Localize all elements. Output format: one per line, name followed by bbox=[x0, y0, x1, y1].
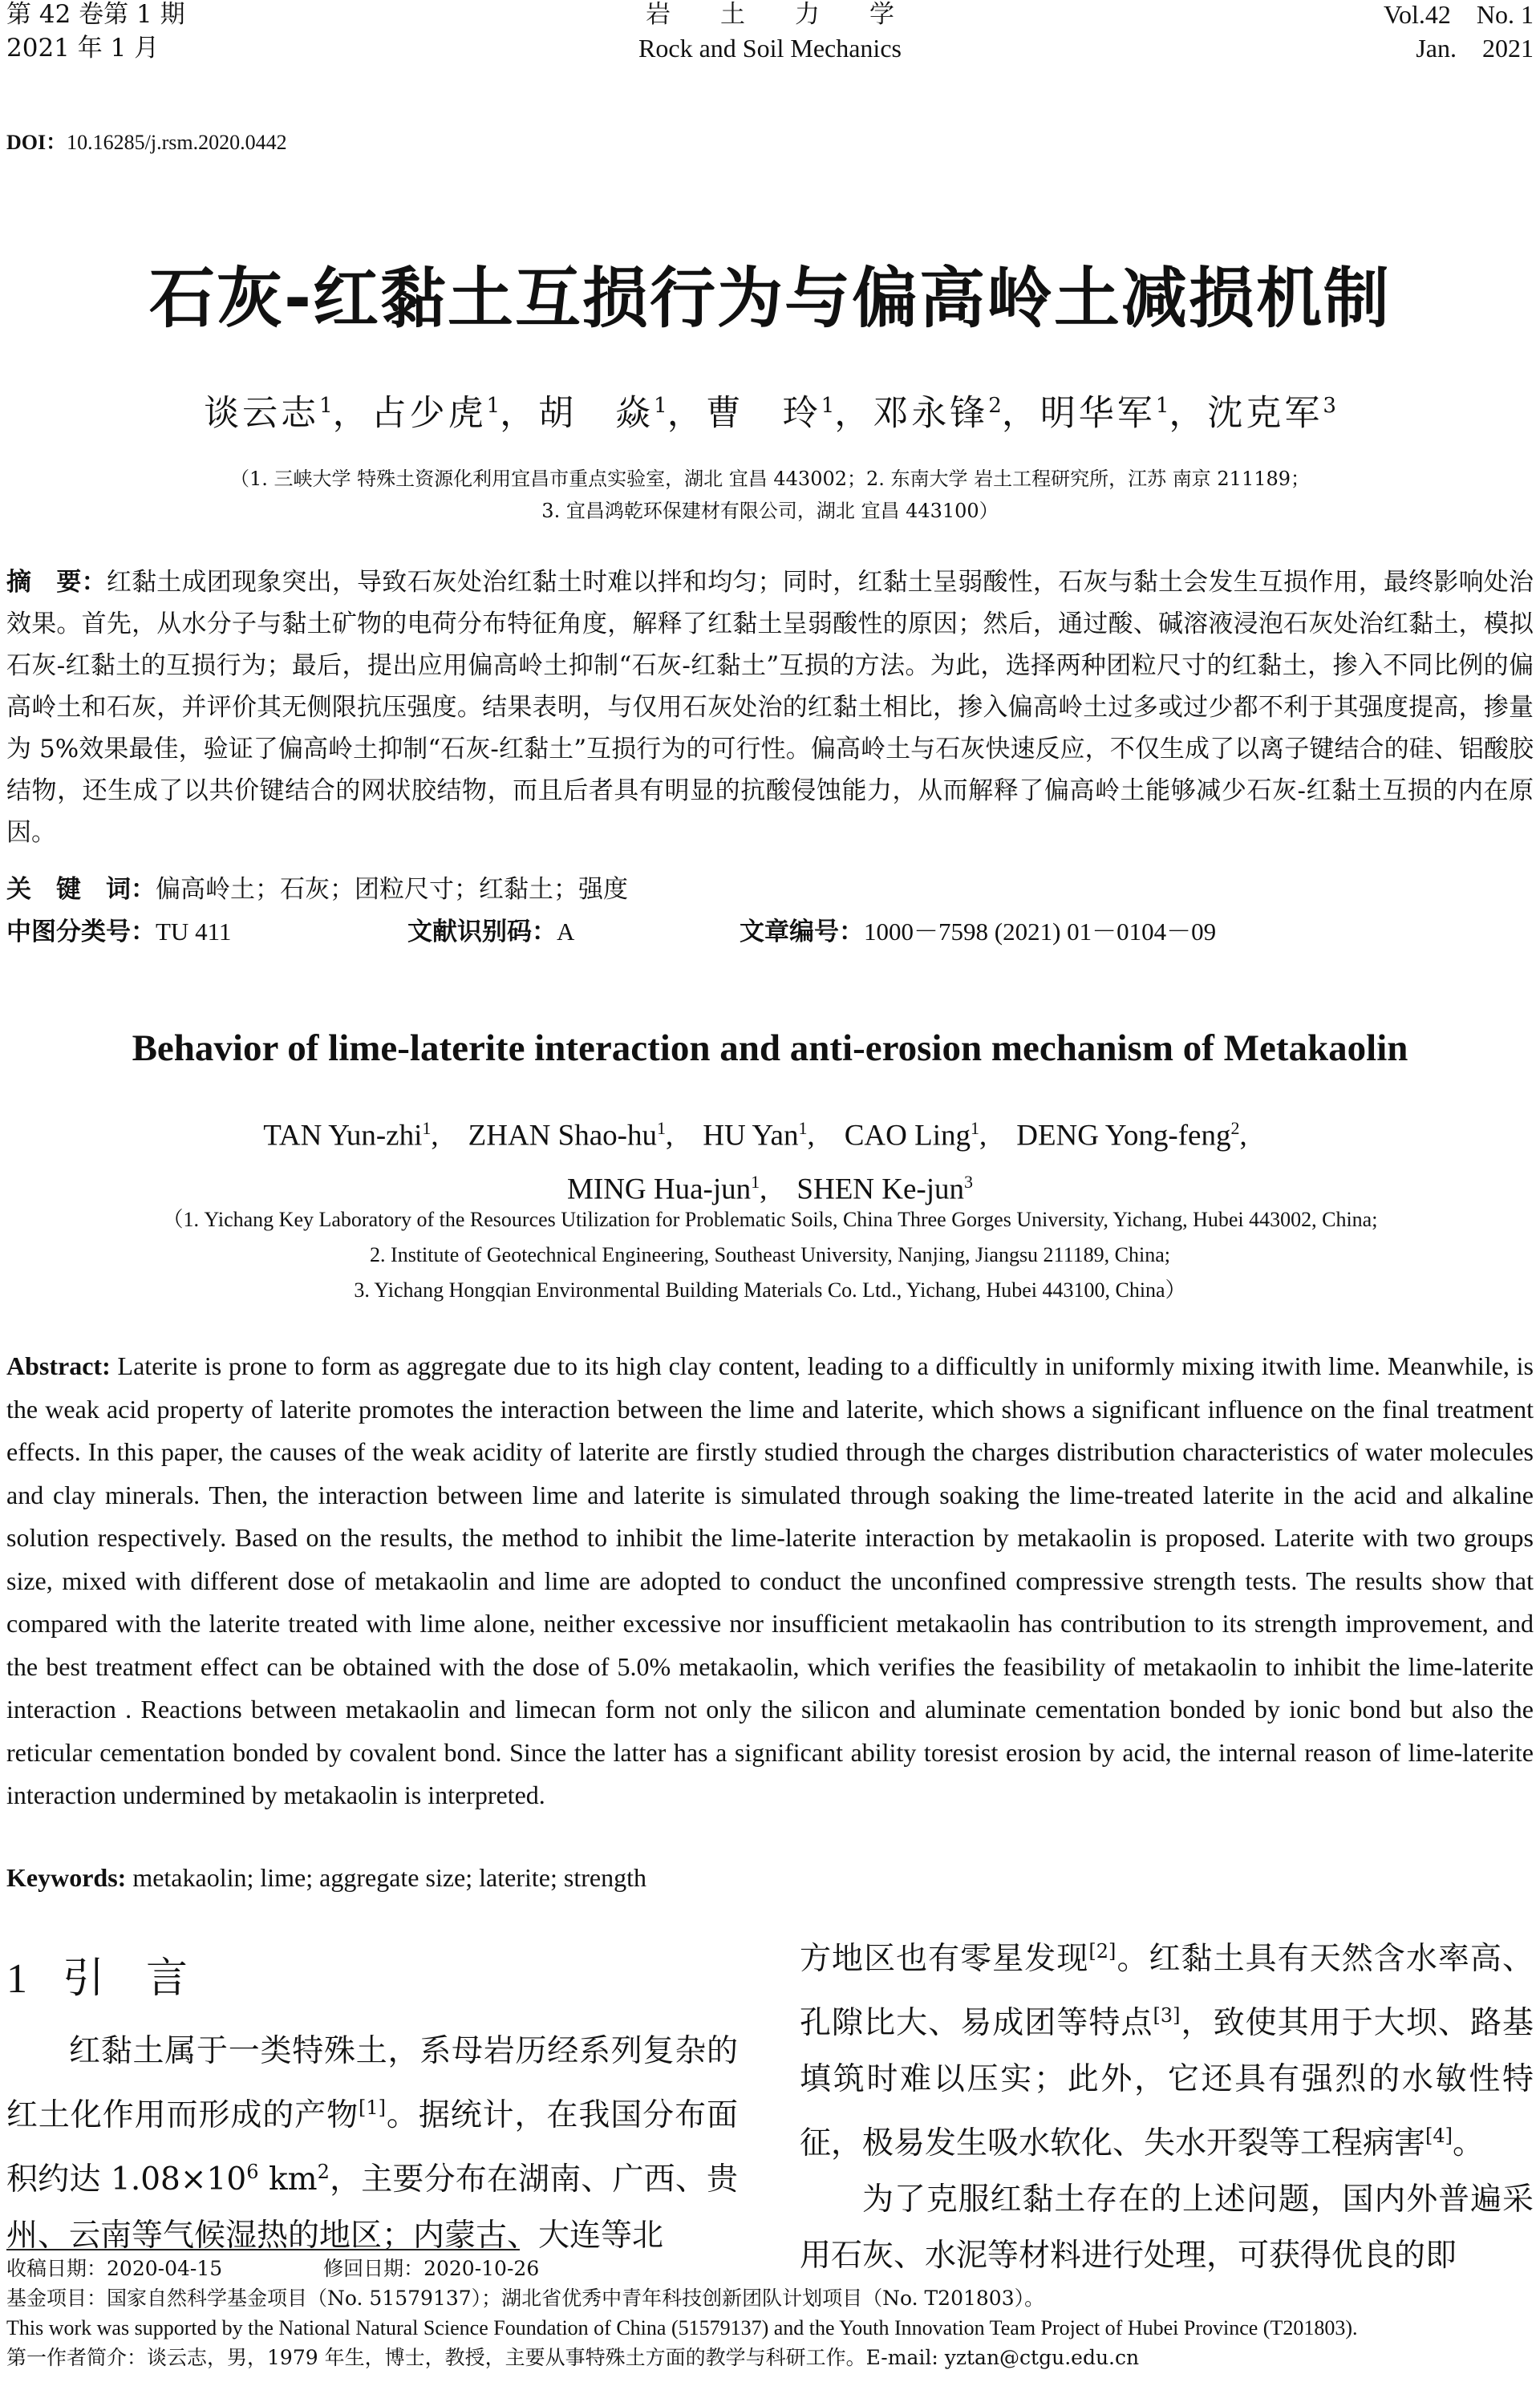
body-paragraph bbox=[800, 1923, 1534, 2172]
author-name: 曹 玲 bbox=[705, 392, 821, 434]
keywords-en-text: metakaolin; lime; aggregate size; laterite; strength bbox=[126, 1863, 646, 1892]
affiliations-en bbox=[0, 1202, 1540, 1308]
body-text: 红黏土属于一类特殊土，系母岩历经系列复杂的红土化作用而形成的产物 bbox=[6, 2033, 738, 2133]
abstract-en bbox=[6, 1345, 1534, 1817]
author-affiliation-mark: 1 bbox=[751, 1172, 760, 1193]
section-title: 引 言 bbox=[63, 1955, 188, 2003]
keywords-cn bbox=[6, 869, 628, 910]
body-text: ，致使其用于大坝、路基填筑时难以压实；此外，它还具有强烈的水敏性特征，极易发生吸水软化、失水开裂等工程病害 bbox=[800, 2005, 1534, 2161]
doc-value: A bbox=[557, 918, 575, 946]
author-affiliation-mark: 1 bbox=[1155, 394, 1169, 418]
keywords-cn-label: 关 键 词： bbox=[6, 875, 156, 904]
citation-link[interactable]: [2] bbox=[1088, 1940, 1116, 1963]
clc-code bbox=[6, 911, 231, 953]
affiliation-en-line: （1. Yichang Key Laboratory of the Resources Utilization for Problematic Soils, China Three Gorges University, Yichang, Hubei 443002, China; bbox=[162, 1208, 1378, 1231]
body-paragraph: 为了克服红黏土存在的上述问题，国内外普遍采用石灰、水泥等材料进行处理，可获得优良的即 bbox=[800, 2181, 1534, 2274]
footnote-dates bbox=[6, 2254, 1534, 2283]
paper-title-en: Behavior of lime-laterite interaction and anti-erosion mechanism of Metakaolin bbox=[132, 1027, 1408, 1069]
author-name: SHEN Ke-jun bbox=[796, 1173, 965, 1206]
doc-code bbox=[407, 911, 574, 953]
body-column-right bbox=[800, 1923, 1534, 2284]
author-separator: , bbox=[807, 1119, 845, 1152]
abstract-en-text: Laterite is prone to form as aggregate due to its high clay content, leading to a difficultly in uniformly mixing itwith lime. Meanwhile, is the weak acid property of laterite promotes the interaction between the lime and laterite, which shows a significant influence on the final treatment effects. In this paper, the causes of the weak acidity of laterite are firstly studied through the charges distribution characteristics of water molecules and clay minerals. Then, the interaction between lime and laterite is simulated through soaking the lime-treated laterite in the acid and alkaline solution respectively. Based on the results, the method to inhibit the lime-laterite interaction by metakaolin is proposed. Laterite with two groups size, mixed with different dose of metakaolin and lime are adopted to conduct the unconfined compressive strength tests. The results show that compared with the laterite treated with lime alone, neither excessive nor insufficient metakaolin has contribution to its strength improvement, and the best treatment effect can be obtained with the dose of 5.0% metakaolin, which verifies the feasibility of metakaolin to inhibit the lime-laterite interaction . Reactions between metakaolin and limecan form not only the silicon and aluminate cementation bonded by ionic bond but also the reticular cementation bonded by covalent bond. Since the latter has a significant ability toresist erosion by acid, the internal reason of lime-laterite interaction undermined by metakaolin is interpreted. bbox=[6, 1351, 1534, 1809]
author-affiliation-mark: 1 bbox=[821, 394, 835, 418]
footnote-author-bio: 第一作者简介：谈云志，男，1979 年生，博士，教授，主要从事特殊土方面的教学与科研工作。E-mail: yztan@ctgu.edu.cn bbox=[6, 2346, 1140, 2369]
article-label: 文章编号： bbox=[740, 918, 864, 946]
author-name: 明华军 bbox=[1040, 392, 1156, 434]
article-value: 1000－7598 (2021) 01－0104－09 bbox=[864, 918, 1217, 946]
affiliation-en-line: 2. Institute of Geotechnical Engineering, Southeast University, Nanjing, Jiangsu 211189, China; bbox=[370, 1243, 1170, 1266]
author-separator: , bbox=[665, 1119, 703, 1152]
author-separator: ， bbox=[1001, 392, 1040, 434]
journal-date-en: Jan. 2021 bbox=[1416, 34, 1534, 63]
section-heading bbox=[6, 1951, 188, 2007]
author-separator: ， bbox=[1169, 392, 1208, 434]
author-name: HU Yan bbox=[703, 1119, 799, 1152]
article-number bbox=[740, 911, 1216, 953]
author-name: CAO Ling bbox=[844, 1119, 971, 1152]
paper-title-cn: 石灰-红黏土互损行为与偏高岭土减损机制 bbox=[148, 261, 1392, 337]
authors-en-line bbox=[0, 1105, 1540, 1159]
author-affiliation-mark: 1 bbox=[422, 1118, 432, 1138]
superscript: 6 bbox=[246, 2161, 259, 2183]
author-name: 邓永锋 bbox=[873, 392, 989, 434]
author-affiliation-mark: 1 bbox=[486, 394, 500, 418]
author-affiliation-mark: 1 bbox=[970, 1118, 979, 1138]
author-name: ZHAN Shao-hu bbox=[468, 1119, 657, 1152]
author-affiliation-mark: 1 bbox=[319, 394, 333, 418]
author-separator: , bbox=[431, 1119, 468, 1152]
clc-label: 中图分类号： bbox=[6, 918, 156, 946]
doi-link[interactable]: 10.16285/j.rsm.2020.0442 bbox=[67, 131, 287, 154]
author-affiliation-mark: 3 bbox=[1323, 394, 1336, 418]
author-separator: ， bbox=[834, 392, 873, 434]
author-separator: ， bbox=[667, 392, 706, 434]
author-affiliation-mark: 2 bbox=[988, 394, 1002, 418]
body-text: km bbox=[258, 2161, 318, 2198]
footnotes bbox=[6, 2254, 1534, 2372]
journal-volume-cn: 第 42 卷第 1 期 bbox=[6, 0, 185, 29]
affiliation-en-line: 3. Yichang Hongqian Environmental Building Materials Co. Ltd., Yichang, Hubei 443100, China） bbox=[354, 1278, 1186, 1302]
keywords-en-label: Keywords: bbox=[6, 1863, 127, 1892]
received-date: 2020-04-15 bbox=[107, 2257, 223, 2280]
keywords-cn-text: 偏高岭土；石灰；团粒尺寸；红黏土；强度 bbox=[156, 875, 628, 904]
author-affiliation-mark: 1 bbox=[654, 394, 667, 418]
affiliation-cn-line: （1. 三峡大学 特殊土资源化利用宜昌市重点实验室，湖北 宜昌 443002；2. 东南大学 岩土工程研究所，江苏 南京 211189； bbox=[229, 468, 1311, 490]
author-affiliation-mark: 3 bbox=[964, 1172, 974, 1193]
body-text: 。据统计，在我国分布面积约达 1.08×10 bbox=[6, 2097, 738, 2198]
citation-link[interactable]: [1] bbox=[359, 2096, 386, 2119]
author-name: 占少虎 bbox=[371, 392, 487, 434]
author-name: TAN Yun-zhi bbox=[263, 1119, 423, 1152]
keywords-en bbox=[6, 1857, 646, 1899]
abstract-cn-label: 摘 要： bbox=[6, 568, 107, 597]
author-affiliation-mark: 2 bbox=[1230, 1118, 1240, 1138]
journal-volume-en: Vol.42 No. 1 bbox=[1384, 0, 1534, 29]
author-separator: , bbox=[1239, 1119, 1277, 1152]
author-separator: , bbox=[979, 1119, 1017, 1152]
journal-date-cn: 2021 年 1 月 bbox=[6, 34, 160, 63]
body-text: 。红黏土具有天然含水率高、孔隙比大、易成团等特点 bbox=[800, 1941, 1534, 2041]
body-text: ，主要分布在湖南、广西、贵州、云南等气候湿热的地区；内蒙古、大连等北 bbox=[6, 2161, 738, 2254]
journal-name-en: Rock and Soil Mechanics bbox=[638, 34, 902, 63]
author-name: 谈云志 bbox=[204, 392, 320, 434]
received-label: 收稿日期： bbox=[6, 2257, 107, 2280]
author-name: MING Hua-jun bbox=[566, 1173, 752, 1206]
author-name: 沈克军 bbox=[1207, 392, 1323, 434]
author-name: DENG Yong-feng bbox=[1016, 1119, 1231, 1152]
superscript: 2 bbox=[317, 2161, 330, 2183]
footnote-divider bbox=[6, 2249, 520, 2250]
author-separator: , bbox=[760, 1173, 797, 1206]
body-text: 。 bbox=[1453, 2125, 1485, 2161]
abstract-cn-text: 红黏土成团现象突出，导致石灰处治红黏土时难以拌和均匀；同时，红黏土呈弱酸性，石灰与黏土会发生互损作用，最终影响处治效果。首先，从水分子与黏土矿物的电荷分布特征角度，解释了红黏土呈弱酸性的原因；然后，通过酸、碱溶液浸泡石灰处治红黏土，模拟石灰-红黏土的互损行为；最后，提出应用偏高岭土抑制“石灰-红黏土”互损的方法。为此，选择两种团粒尺寸的红黏土，掺入不同比例的偏高岭土和石灰，并评价其无侧限抗压强度。结果表明，与仅用石灰处治的红黏土相比，掺入偏高岭土过多或过少都不利于其强度提高，掺量为 5%效果最佳，验证了偏高岭土抑制“石灰-红黏土”互损行为的可行性。偏高岭土与石灰快速反应，不仅生成了以离子键结合的硅、铝酸胶结物，还生成了以共价键结合的网状胶结物，而且后者具有明显的抗酸侵蚀能力，从而解释了偏高岭土能够减少石灰-红黏土互损的内在原因。 bbox=[6, 568, 1534, 847]
journal-name-cn: 岩 土 力 学 bbox=[646, 0, 894, 29]
revised-label: 修回日期： bbox=[323, 2257, 424, 2280]
author-separator: ， bbox=[500, 392, 539, 434]
body-text: 方地区也有零星发现 bbox=[800, 1941, 1089, 1977]
footnote-fund: 基金项目：国家自然科学基金项目（No. 51579137）；湖北省优秀中青年科技创新团队计划项目（No. T201803）。 bbox=[6, 2287, 1045, 2310]
citation-link[interactable]: [3] bbox=[1153, 2004, 1181, 2027]
author-separator: ， bbox=[332, 392, 371, 434]
footnote-fund-en: This work was supported by the National Natural Science Foundation of China (51579137) and the Youth Innovation Team Project of Hubei Province (T201803). bbox=[6, 2316, 1358, 2339]
body-paragraph bbox=[6, 2023, 738, 2264]
affiliations-cn bbox=[0, 463, 1540, 527]
author-affiliation-mark: 1 bbox=[798, 1118, 808, 1138]
doi-label: DOI： bbox=[6, 131, 67, 154]
affiliation-cn-line: 3. 宜昌鸿乾环保建材有限公司，湖北 宜昌 443100） bbox=[541, 500, 999, 522]
citation-link[interactable]: [4] bbox=[1425, 2125, 1453, 2147]
authors-cn bbox=[0, 382, 1540, 438]
doc-label: 文献识别码： bbox=[407, 918, 557, 946]
abstract-cn bbox=[6, 561, 1534, 853]
revised-date: 2020-10-26 bbox=[424, 2257, 540, 2280]
abstract-en-label: Abstract: bbox=[6, 1351, 111, 1380]
clc-value: TU 411 bbox=[156, 918, 232, 946]
author-affiliation-mark: 1 bbox=[656, 1118, 666, 1138]
body-column-left bbox=[6, 2023, 738, 2264]
authors-en bbox=[0, 1105, 1540, 1213]
author-name: 胡 焱 bbox=[538, 392, 654, 434]
section-number: 1 bbox=[6, 1956, 27, 2002]
doi bbox=[6, 126, 287, 156]
